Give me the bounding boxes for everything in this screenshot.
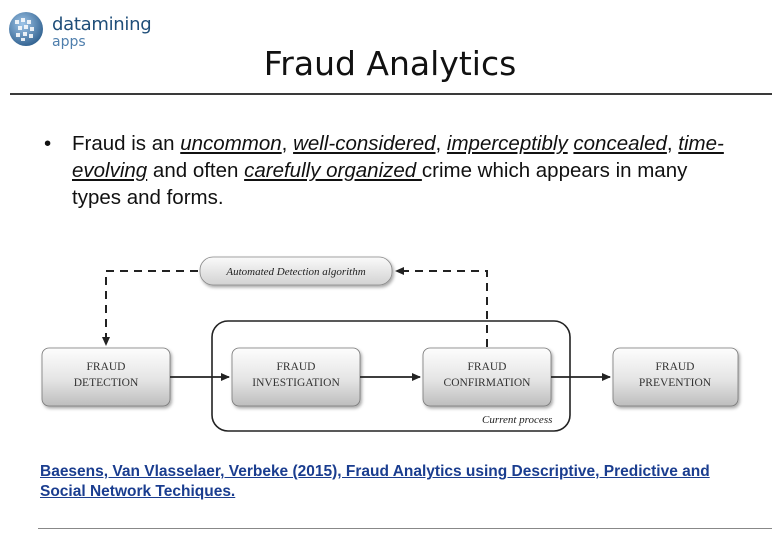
box-fraud-prevention: [613, 348, 738, 406]
term-time-evolving: time-evolving: [72, 132, 724, 182]
fraud-process-diagram: [30, 250, 750, 440]
term-concealed: concealed: [573, 132, 667, 155]
feedback-arrow-to-algorithm: [396, 271, 487, 347]
box-fraud-investigation: [232, 348, 360, 406]
page-title: Fraud Analytics: [263, 44, 517, 83]
title-divider: [10, 93, 772, 95]
box-line2: PREVENTION: [638, 377, 712, 389]
term-imperceptibly: imperceptibly: [446, 132, 568, 155]
logo: [6, 8, 156, 48]
bullet-suffix: crime which appears in many types and forms.: [72, 159, 688, 209]
separator: ,: [435, 132, 447, 155]
box-line1: FRAUD: [86, 361, 126, 373]
box-line1: FRAUD: [467, 361, 507, 373]
box-fraud-confirmation: [423, 348, 551, 406]
box-line2: DETECTION: [73, 377, 139, 389]
term-well-considered: well-considered: [293, 132, 436, 155]
box-line2: INVESTIGATION: [252, 377, 340, 389]
bullet-point: [44, 130, 724, 211]
bullet-prefix: Fraud is an: [72, 132, 181, 155]
logo-subtitle: apps: [52, 34, 86, 50]
box-fraud-detection: [42, 348, 170, 406]
box-line2: CONFIRMATION: [443, 377, 531, 389]
separator: ,: [666, 132, 679, 155]
automated-detection-label: Automated Detection algorithm: [226, 266, 366, 278]
box-line1: FRAUD: [655, 361, 695, 373]
citation-link[interactable]: Baesens, Van Vlasselaer, Verbeke (2015), Fraud Analytics using Descriptive, Predictive and Social Network Techiques.: [40, 463, 710, 500]
separator: ,: [281, 132, 294, 155]
feedback-arrow-to-detection: [106, 271, 198, 345]
footer-divider: [38, 528, 772, 529]
separator: and often: [147, 159, 245, 182]
term-carefully-organized: carefully organized: [244, 159, 422, 182]
logo-wordmark: datamining: [52, 14, 152, 35]
term-uncommon: uncommon: [180, 132, 282, 155]
bullet-text: [72, 130, 724, 211]
bullet-dot-icon: •: [44, 132, 52, 155]
current-process-label: Current process: [482, 414, 553, 426]
box-line1: FRAUD: [276, 361, 316, 373]
